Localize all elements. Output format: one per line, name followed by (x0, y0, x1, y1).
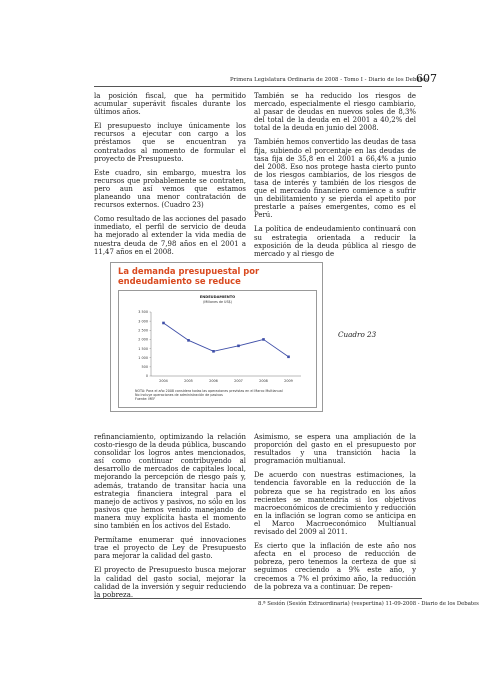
top-left-column (94, 92, 246, 262)
data-point (212, 350, 215, 353)
header-rule (94, 86, 422, 87)
paragraph: Es cierto que la inflación de este año nos afecta en el proceso de reducción de pobreza, pero tenemos la certeza de que si seguimos creciendo a 9% este año, y crecemos a 7% el próximo año, la reducción de la pobreza va a continuar. De repen- (254, 542, 416, 591)
note-line: Fuente: MEF (135, 397, 156, 402)
paragraph: La política de endeudamiento continuará con su estrategia orientada a reducir la exposición de la deuda pública al riesgo de mercado y al riesgo de (254, 225, 416, 258)
paragraph: la posición fiscal, que ha permitido acumular superávit fiscales durante los últimos años. (94, 92, 246, 117)
x-tick-label: 2008 (259, 379, 268, 383)
paragraph: Este cuadro, sin embargo, muestra los recursos que probablemente se contraten, pero aun así vemos que estamos planeando una menor contratación de recursos externos. (Cuadro 23) (94, 168, 246, 210)
paragraph: También hemos convertido las deudas de tasa fija, subiendo el porcentaje en las deudas de tasa fija de 35,8 en el 2001 a 66,4% a junio del 2008. Eso nos protege hasta cierto punto de los riesgos cambiarios, de los riesgos de tasa de interés y también de los riesgos de que el mercado financiero comience a sufrir un debilitamiento y se pierda el apetito por prestarle a países emergentes, como es el Perú. (254, 138, 416, 220)
chart-subtitle: (Millones de US$) (203, 300, 232, 304)
y-tick-label: 0 (145, 374, 148, 379)
paragraph: El presupuesto incluye únicamente los recursos a ejecutar con cargo a los préstamos que se encuentran ya contratados al momento de formular el proyecto de Presupuesto. (94, 122, 246, 163)
paragraph: Como resultado de las acciones del pasado inmediato, el perfil de servicio de deuda ha mejorado al extender la vida media de nuestra deuda de 7,98 años en el 2001 a 11,47 años en el 2008. (94, 215, 246, 256)
note-line: No incluye operaciones de administración de pasivos (135, 393, 223, 398)
y-tick-label: 500 (141, 365, 148, 370)
paragraph: También se ha reducido los riesgos de mercado, especialmente el riesgo cambiario, al pasar de deudas en nuevos soles de 8,3% del total de la deuda en el 2001 a 40,2% del total de la deuda en junio del 2008. (254, 92, 416, 133)
y-tick-label: 3 000 (138, 319, 148, 324)
paragraph: De acuerdo con nuestras estimaciones, la tendencia favorable en la reducción de la pobreza que se ha registrado en los años recientes se mantendría si los objetivos macroeconómicos de crecimiento y reducción en la inflación se logran como se anticipa en el Marco Macroeconómico Multianual revisado del 2009 al 2011. (254, 471, 416, 537)
x-tick-label: 2004 (159, 379, 168, 383)
top-right-column (254, 92, 416, 264)
running-header: Primera Legislatura Ordinaria de 2008 - Tomo I - Diario de los Debates (230, 77, 429, 83)
y-tick-label: 3 500 (138, 310, 148, 315)
y-tick-label: 1 500 (138, 346, 148, 351)
x-tick-label: 2007 (234, 379, 243, 383)
note-line: NOTA: Para el año 2008 considera todas las operaciones previstas en el Marco Multianual (135, 389, 283, 393)
bottom-left-column (94, 433, 246, 605)
chart-panel (118, 290, 317, 408)
x-tick-label: 2005 (184, 379, 193, 383)
x-tick-label: 2009 (284, 379, 293, 383)
figure-title: La demanda presupuestal por endeudamiento se reduce (118, 266, 260, 286)
y-tick-label: 2 000 (138, 337, 148, 342)
chart-note (135, 389, 313, 402)
data-point (262, 338, 265, 341)
chart-title: ENDEUDAMIENTO (199, 295, 236, 299)
running-footer: 8.ª Sesión (Sesión Extraordinaria) (vespertina) 11-09-2008 - Diario de los Debates (258, 601, 479, 607)
x-tick-label: 2006 (209, 379, 218, 383)
bottom-right-column (254, 433, 416, 597)
figure-caption: Cuadro 23 (338, 330, 377, 339)
data-point (287, 356, 290, 359)
series-line (164, 323, 289, 357)
paragraph: Asimismo, se espera una ampliación de la proporción del gasto en el presupuesto por resultados y una transición hacia la programación multianual. (254, 433, 416, 466)
page-number: 607 (416, 72, 437, 85)
data-point (162, 322, 165, 325)
y-tick-label: 1 000 (138, 355, 148, 360)
data-point (237, 345, 240, 348)
footer-rule (94, 598, 422, 599)
paragraph: refinanciamiento, optimizando la relación costo-riesgo de la deuda pública, buscando consolidar los logros antes mencionados, así como continuar contribuyendo al desarrollo de mercados de capitales local, mejorando la percepción de riesgo país y, además, tratando de transitar hacia una estrategia financiera integral para el manejo de activos y pasivos, no sólo en los pasivos que hemos venido manejando de manera muy explícita hasta el momento sino también en los activos del Estado. (94, 433, 246, 531)
paragraph: Permítame enumerar qué innovaciones trae el proyecto de Ley de Presupuesto para mejorar la calidad del gasto. (94, 536, 246, 561)
figure-box (110, 262, 323, 412)
y-tick-label: 2 500 (138, 328, 148, 333)
paragraph: El proyecto de Presupuesto busca mejorar la calidad del gasto social, mejorar la calidad de la inversión y seguir reduciendo la pobreza. (94, 566, 246, 599)
data-point (187, 339, 190, 342)
